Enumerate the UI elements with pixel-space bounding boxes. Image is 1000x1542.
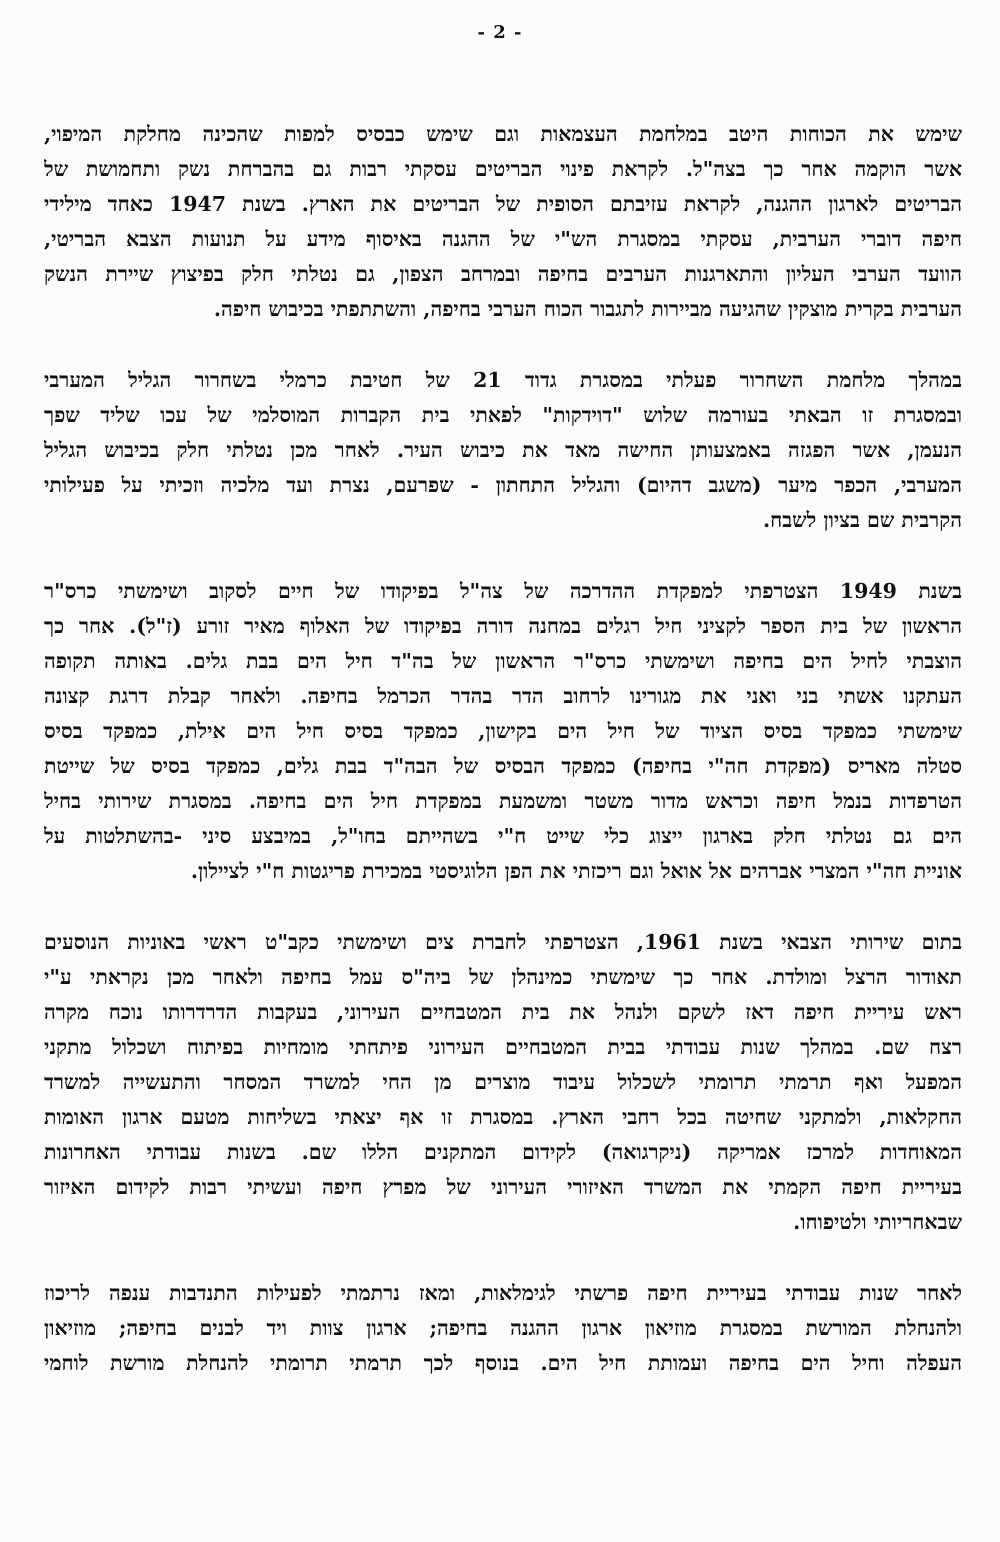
paragraph-4 (44, 925, 962, 1240)
paragraph-3 (44, 574, 962, 889)
text-line: לאחר שנות עבודתי בעיריית חיפה פרשתי לגימלאות, ומאז נרתמתי לפעילות התנדבות ענפה לריכוז (44, 1281, 962, 1305)
text-line: הבריטים לארגון ההגנה, לקראת עזיבתם הסופית של הבריטים את הארץ. בשנת 1947 כאחד מילידי (44, 192, 962, 216)
text-line: העפלה וחיל הים בחיפה ועמותת חיל הים. בנוסף לכך תרמתי תרומתי להנחלת מורשת לוחמי (44, 1351, 962, 1375)
text-line: הערבית בקרית מוצקין שהגיעה מביירות לתגבור הכוח הערבי בחיפה, והשתתפתי בכיבוש חיפה. (213, 297, 962, 321)
text-line: הוצבתי לחיל הים בחיפה ושימשתי כרס"ר הראשון של בה"ד חיל הים בבת גלים. באותה תקופה (44, 649, 962, 673)
text-line: הראשון של בית הספר לקציני חיל רגלים במחנה דורה בפיקודו של האלוף מאיר זורע (ז"ל). אחר כך (44, 614, 962, 638)
text-line: ולהנחלת המורשת במסגרת מוזיאון ארגון ההגנה בחיפה; ארגון צוות ויד לבנים בחיפה; מוזיאון (44, 1316, 962, 1340)
text-line: אוניית חה"י המצרי אברהים אל אואל וגם ריכזתי את הפן הלוגיסטי במכירת פריגטות ח"י לציילון. (190, 859, 962, 883)
text-line: שימשתי כמפקד בסיס הציוד של חיל הים בקישון, כמפקד בסיס חיל הים אילת, כמפקד בסיס (44, 719, 962, 743)
text-line: ראש עיריית חיפה דאז לשקם ולנהל את בית המטבחיים העירוני, בעקבות הדרדרותו נוכח מקרה (44, 1000, 962, 1024)
text-line: בעיריית חיפה הקמתי את המשרד האיזורי העירוני של מפרץ חיפה ועשיתי רבות לקידום האיזור (44, 1175, 962, 1199)
text-line: החקלאות, ולמתקני שחיטה בכל רחבי הארץ. במסגרת זו אף יצאתי בשליחות מטעם ארגון האומות (44, 1105, 962, 1129)
text-line: תאודור הרצל ומולדת. אחר כך שימשתי כמינהלן של ביה"ס עמל בחיפה ולאחר מכן נקראתי ע"י (44, 965, 962, 989)
text-line: בשנת 1949 הצטרפתי למפקדת ההדרכה של צה"ל בפיקודו של חיים לסקוב ושימשתי כרס"ר (44, 579, 962, 603)
paragraph-1 (44, 117, 962, 327)
text-line: הוועד הערבי העליון והתארגנות הערבים בחיפה ובמרחב הצפון, גם נטלתי חלק בפיצוץ שיירת הנשק (44, 262, 962, 286)
text-line: הנעמן, אשר הפגזה באמצעותן החישה מאד את כיבוש העיר. לאחר מכן נטלתי חלק בכיבוש הגליל (44, 438, 962, 462)
page-number: - 2 - (477, 22, 523, 43)
document-body (44, 117, 962, 1417)
text-line: המאוחדות למרכז אמריקה (ניקרגואה) לקידום המתקנים הללו שם. בשנות עבודתי האחרונות (44, 1140, 962, 1164)
text-line: המערבי, הכפר מיער (משגב דהיום) והגליל התחתון - שפרעם, נצרת ועד מלכיה וזכיתי על פעילותי (44, 473, 962, 497)
paragraph-5 (44, 1276, 962, 1381)
text-line: העתקנו אשתי בני ואני את מגורינו לרחוב הדר בהדר הכרמל בחיפה. ולאחר קבלת דרגת קצונה (44, 684, 962, 708)
text-line: שימש את הכוחות היטב במלחמת העצמאות וגם שימש כבסיס למפות שהכינה מחלקת המיפוי, (44, 122, 962, 146)
paragraph-2 (44, 363, 962, 538)
text-line: הקרבית שם בציון לשבח. (762, 508, 962, 532)
text-line: רצח שם. במהלך שנות עבודתי בבית המטבחיים העירוני פיתחתי מומחיות בפיתוח ושכלול מתקני (44, 1035, 962, 1059)
text-line: במהלך מלחמת השחרור פעלתי במסגרת גדוד 21 של חטיבת כרמלי בשחרור הגליל המערבי (44, 368, 962, 392)
text-line: שבאחריותי ולטיפוחו. (793, 1210, 962, 1234)
text-line: אשר הוקמה אחר כך בצה"ל. לקראת פינוי הבריטים עסקתי רבות גם בהברחת נשק ותחמושת של (44, 157, 962, 181)
text-line: ובמסגרת זו הבאתי בעורמה שלוש "דוידקות" לפאתי בית הקברות המוסלמי של עכו שליד שפך (44, 403, 962, 427)
text-line: סטלה מאריס (מפקדת חה"י בחיפה) כמפקד הבסיס של הבה"ד בבת גלים, כמפקד בסיס של שייטת (44, 754, 962, 778)
text-line: המפעל ואף תרמתי תרומתי לשכלול עיבוד מוצרים מן החי למשרד המסחר והתעשייה למשרד (44, 1070, 962, 1094)
text-line: הטרפדות בנמל חיפה וכראש מדור משטר ומשמעת במפקדת חיל הים בחיפה. במסגרת שירותי בחיל (44, 789, 962, 813)
text-line: בתום שירותי הצבאי בשנת 1961, הצטרפתי לחברת צים ושימשתי כקב"ט ראשי באוניות הנוסעים (44, 930, 962, 954)
text-line: הים גם נטלתי חלק בארגון ייצוג כלי שייט ח"י בשהייתם בחו"ל, במיבצע סיני -בהשתלטות על (44, 824, 962, 848)
text-line: חיפה דוברי הערבית, עסקתי במסגרת הש"י של ההגנה באיסוף מידע על תנועות הצבא הבריטי, (44, 227, 962, 251)
